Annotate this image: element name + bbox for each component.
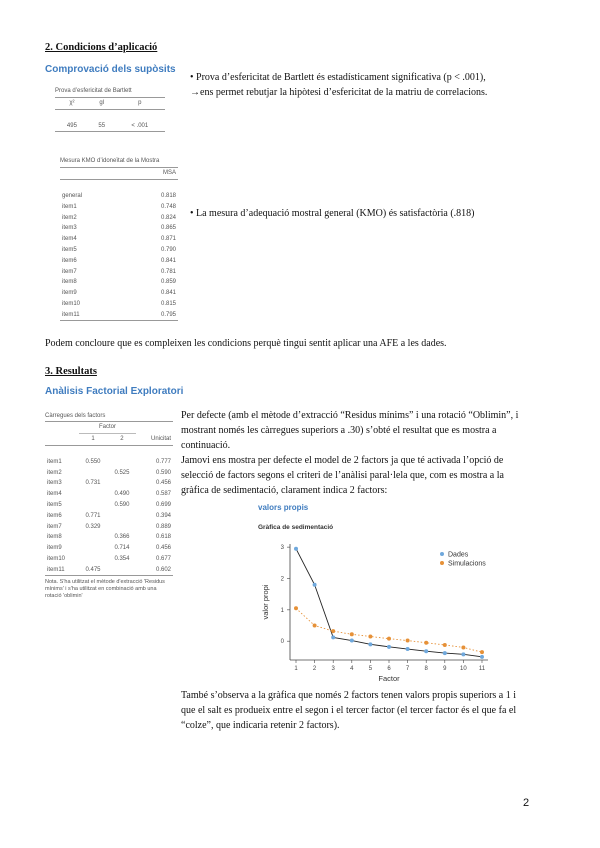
kmo-row-label: item10 xyxy=(62,300,81,307)
x-tick-label: 7 xyxy=(405,666,410,672)
loadings-uniqueness: 0.590 xyxy=(155,469,171,476)
kmo-row-label: item5 xyxy=(62,246,77,253)
loadings-f1: 0.550 xyxy=(85,458,101,465)
legend-marker-dades xyxy=(440,552,444,556)
loadings-item: item4 xyxy=(47,491,62,498)
x-tick-label: 10 xyxy=(460,666,467,672)
loadings-row xyxy=(45,510,173,521)
loadings-row xyxy=(45,521,173,532)
kmo-header-msa: MSA xyxy=(162,170,176,177)
kmo-row-value: 0.841 xyxy=(160,290,176,297)
bartlett-table xyxy=(55,88,165,132)
loadings-uniqueness: 0.602 xyxy=(155,566,171,573)
kmo-row xyxy=(60,245,178,256)
loadings-caption: Càrregues dels factors xyxy=(45,413,106,419)
loadings-uniqueness: 0.456 xyxy=(155,545,171,552)
loadings-item: item8 xyxy=(47,534,62,541)
loadings-row xyxy=(45,456,173,467)
loadings-f1 xyxy=(79,532,108,543)
kmo-table xyxy=(60,158,178,321)
kmo-row-label: item6 xyxy=(62,257,77,264)
loadings-uniqueness: 0.394 xyxy=(155,512,171,519)
x-tick-label: 6 xyxy=(387,666,391,672)
legend-marker-simulacions xyxy=(440,561,444,565)
loadings-f1: 0.731 xyxy=(85,480,101,487)
kmo-row-value: 0.841 xyxy=(160,257,176,264)
point-simulacions xyxy=(443,643,447,647)
loadings-note xyxy=(45,579,173,600)
bartlett-df-value: 55 xyxy=(98,122,106,129)
point-dades xyxy=(350,639,354,643)
loadings-row xyxy=(45,500,173,511)
point-simulacions xyxy=(387,637,391,641)
loadings-header-item xyxy=(45,433,79,445)
point-dades xyxy=(387,645,391,649)
loadings-row xyxy=(45,467,173,478)
point-dades xyxy=(443,651,447,655)
legend-label-dades: Dades xyxy=(448,551,469,559)
kmo-row-value: 0.815 xyxy=(160,300,176,307)
section-3-heading: 3. Resultats xyxy=(45,366,97,377)
kmo-row-label: item11 xyxy=(62,311,80,318)
loadings-uniqueness: 0.777 xyxy=(155,458,171,465)
loadings-uniqueness: 0.618 xyxy=(155,534,171,541)
loadings-f2: 0.366 xyxy=(114,534,130,541)
kmo-row xyxy=(60,212,178,223)
kmo-row xyxy=(60,309,178,320)
page-number: 2 xyxy=(523,797,530,809)
conclusion-text: Podem concloure que es compleixen les condicions perquè tingui sentit aplicar una AFE a les dades. xyxy=(45,338,447,349)
x-tick-label: 1 xyxy=(294,666,298,672)
point-dades xyxy=(331,635,335,639)
y-tick-label: 0 xyxy=(280,639,284,646)
loadings-f1 xyxy=(79,500,108,511)
loadings-row xyxy=(45,543,173,554)
efa-title: Anàlisis Factorial Exploratori xyxy=(45,386,184,397)
kmo-row xyxy=(60,255,178,266)
kmo-row-value: 0.824 xyxy=(160,214,176,221)
point-dades xyxy=(313,583,317,587)
para2-line3: gràfica de sedimentació, clarament indica 2 factors: xyxy=(181,485,388,496)
scree-section-title: valors propis xyxy=(258,503,309,512)
loadings-item: item1 xyxy=(47,458,62,465)
loadings-row xyxy=(45,478,173,489)
loadings-uniqueness: 0.889 xyxy=(155,523,171,530)
loadings-f2: 0.490 xyxy=(114,491,130,498)
loadings-f2 xyxy=(107,456,136,467)
section-2-heading: 2. Condicions d’aplicació xyxy=(45,42,158,53)
y-tick-label: 2 xyxy=(280,576,284,583)
loadings-f1: 0.771 xyxy=(85,512,101,519)
kmo-row-label: item3 xyxy=(62,225,77,232)
point-simulacions xyxy=(350,632,354,636)
kmo-row-value: 0.865 xyxy=(160,225,176,232)
loadings-row xyxy=(45,554,173,565)
para3-line3: “colze”, que indicaria retenir 2 factors). xyxy=(181,720,340,731)
kmo-row xyxy=(60,201,178,212)
kmo-row xyxy=(60,223,178,234)
loadings-row xyxy=(45,489,173,500)
x-tick-label: 3 xyxy=(331,666,335,672)
kmo-row-label: item1 xyxy=(62,203,77,210)
loadings-row xyxy=(45,532,173,543)
loadings-item: item10 xyxy=(47,555,66,562)
bullet-kmo: • La mesura d’adequació mostral general (KMO) és satisfactòria (.818) xyxy=(190,208,475,219)
paragraph-defaults xyxy=(181,408,561,498)
loadings-f1: 0.475 xyxy=(85,566,101,573)
loadings-item: item7 xyxy=(47,523,62,530)
loadings-item: item9 xyxy=(47,545,62,552)
point-dades xyxy=(461,652,465,656)
kmo-caption: Mesura KMO d’idoneïtat de la Mostra xyxy=(60,158,160,164)
bartlett-header-df: gl xyxy=(99,100,105,107)
point-simulacions xyxy=(331,629,335,633)
y-tick-label: 3 xyxy=(280,545,284,552)
point-simulacions xyxy=(294,606,298,610)
bartlett-p-value: < .001 xyxy=(131,122,149,129)
kmo-row-label: item2 xyxy=(62,214,77,221)
loadings-f2 xyxy=(107,510,136,521)
loadings-header-f2: 2 xyxy=(120,436,124,443)
loadings-f2: 0.354 xyxy=(114,555,130,562)
loadings-item: item2 xyxy=(47,469,62,476)
point-simulacions xyxy=(368,634,372,638)
bartlett-header-chi: χ² xyxy=(69,100,75,107)
kmo-row-value: 0.871 xyxy=(160,236,176,243)
kmo-row-value: 0.790 xyxy=(160,246,176,253)
paragraph-elbow xyxy=(181,688,561,733)
y-tick-label: 1 xyxy=(280,607,284,614)
loadings-item: item11 xyxy=(47,566,65,573)
loadings-f2: 0.590 xyxy=(114,501,130,508)
scree-plot xyxy=(256,534,506,684)
loadings-uniqueness: 0.699 xyxy=(155,501,171,508)
x-tick-label: 11 xyxy=(478,666,486,672)
kmo-row-label: general xyxy=(62,192,83,199)
point-dades xyxy=(406,647,410,651)
loadings-f2 xyxy=(107,521,136,532)
kmo-row xyxy=(60,266,178,277)
legend-label-simulacions: Simulacions xyxy=(448,560,486,568)
kmo-row-value: 0.781 xyxy=(160,268,176,275)
loadings-header-f1: 1 xyxy=(91,436,95,443)
loadings-f1 xyxy=(79,543,108,554)
point-dades xyxy=(480,655,484,659)
point-simulacions xyxy=(461,645,465,649)
loadings-f1 xyxy=(79,467,108,478)
loadings-f1: 0.329 xyxy=(85,523,101,530)
loadings-f2: 0.714 xyxy=(114,545,130,552)
bullet-bartlett-line2: →ens permet rebutjar la hipòtesi d’esfericitat de la matriu de correlacions. xyxy=(190,87,488,98)
loadings-f2: 0.525 xyxy=(114,469,130,476)
bartlett-chi-value: 495 xyxy=(66,122,77,129)
loadings-f1 xyxy=(79,554,108,565)
bullet-bartlett-line1: • Prova d’esfericitat de Bartlett és estadísticament significativa (p < .001), xyxy=(190,72,486,83)
x-tick-label: 2 xyxy=(312,666,317,672)
x-tick-label: 8 xyxy=(424,666,428,672)
para2-line1: Jamovi ens mostra per defecte el model de 2 factors ja que té activada l’opció de xyxy=(181,455,504,466)
para2-line2: selecció de factors segons el criteri de l’anàlisi paral·lela que, com es mostra a la xyxy=(181,470,504,481)
kmo-row-label: item9 xyxy=(62,290,77,297)
y-axis-label: valor propi xyxy=(261,584,270,620)
para3-line1: També s’observa a la gràfica que només 2 factors tenen valors propis superiors a 1 i xyxy=(181,690,517,701)
x-tick-label: 5 xyxy=(368,666,373,672)
loadings-f2 xyxy=(107,478,136,489)
loadings-note-line1: Nota. S'ha utilitzat el mètode d'extracció 'Residus xyxy=(45,579,165,586)
point-simulacions xyxy=(313,624,317,628)
loadings-uniqueness: 0.456 xyxy=(155,480,171,487)
loadings-factor-header: Factor xyxy=(79,422,137,434)
para3-line2: que el salt es produeix entre el segon i el tercer factor (el tercer factor és el que fa el xyxy=(181,705,517,716)
loadings-item: item6 xyxy=(47,512,62,519)
point-simulacions xyxy=(480,650,484,654)
kmo-row xyxy=(60,288,178,299)
loadings-item: item3 xyxy=(47,480,62,487)
kmo-row-value: 0.748 xyxy=(160,203,176,210)
bartlett-header-p: p xyxy=(138,100,142,107)
kmo-row-label: item7 xyxy=(62,268,77,275)
scree-title: Gràfica de sedimentació xyxy=(258,524,334,531)
assumptions-title: Comprovació dels supòsits xyxy=(45,64,176,75)
loadings-uniqueness: 0.677 xyxy=(155,555,171,562)
x-axis-label: Factor xyxy=(378,674,400,683)
point-dades xyxy=(294,547,298,551)
point-simulacions xyxy=(424,641,428,645)
kmo-row-value: 0.818 xyxy=(160,192,176,199)
x-tick-label: 4 xyxy=(350,666,354,672)
point-dades xyxy=(368,642,372,646)
loadings-note-line3: rotació 'oblimin' xyxy=(45,593,83,600)
kmo-row xyxy=(60,191,178,202)
kmo-row xyxy=(60,277,178,288)
kmo-row xyxy=(60,234,178,245)
para1-line2: mostrant només les càrregues superiors a .30) s’obté el resultat que es mostra a xyxy=(181,425,497,436)
bartlett-caption: Prova d’esfericitat de Bartlett xyxy=(55,88,132,94)
bullet-bartlett xyxy=(190,70,487,100)
para1-line1: Per defecte (amb el mètode d’extracció “Residus mínims” i una rotació “Oblimin”, i xyxy=(181,410,519,421)
kmo-row-value: 0.795 xyxy=(160,311,176,318)
loadings-item: item5 xyxy=(47,501,62,508)
kmo-row-label: item8 xyxy=(62,279,77,286)
kmo-row xyxy=(60,299,178,310)
loadings-f1 xyxy=(79,489,108,500)
x-tick-label: 9 xyxy=(443,666,447,672)
loadings-row xyxy=(45,564,173,575)
loadings-f2 xyxy=(107,564,136,575)
loadings-header-uniqueness: Unicitat xyxy=(150,435,171,442)
point-simulacions xyxy=(406,639,410,643)
kmo-row-value: 0.859 xyxy=(160,279,176,286)
loadings-note-line2: mínims' i s'ha utilitzat en combinació amb una xyxy=(45,586,157,593)
para1-line3: continuació. xyxy=(181,440,231,451)
loadings-table xyxy=(45,413,173,600)
point-dades xyxy=(424,649,428,653)
loadings-uniqueness: 0.587 xyxy=(155,491,171,498)
kmo-row-label: item4 xyxy=(62,236,77,243)
